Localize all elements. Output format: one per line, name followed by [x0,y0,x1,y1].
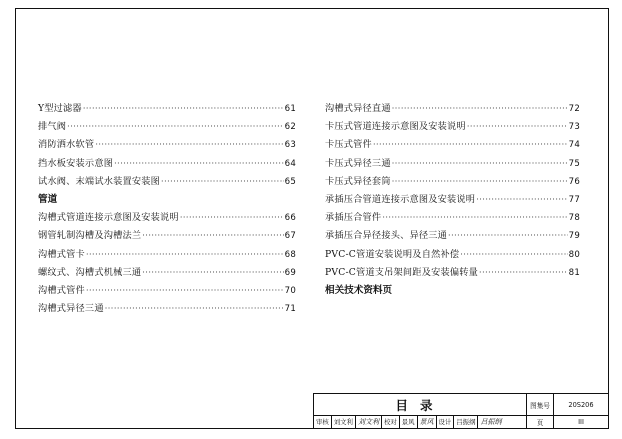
toc-entry[interactable] [38,155,296,173]
dot-leader [382,213,567,222]
dot-leader [105,304,284,313]
toc-entry-page-number: 64 [284,158,296,169]
toc-entry-title: 卡压式异径套筒 [325,175,391,187]
toc-entry[interactable] [38,118,296,136]
toc-entry-title: 沟槽式异径直通 [325,103,391,114]
toc-entry-title: 钢管轧制沟槽及沟槽法兰 [38,230,142,242]
toc-entry-page-number: 61 [284,104,296,114]
dot-leader [180,213,284,222]
toc-entry-page-number: 65 [284,176,296,187]
toc-entry[interactable] [38,100,296,118]
toc-entry[interactable] [325,191,580,209]
toc-entry-page-number: 71 [284,304,296,315]
toc-entry[interactable] [325,173,580,191]
dot-leader [86,250,284,259]
page-label: 页 [527,416,554,429]
dot-leader [67,122,283,131]
toc-entry[interactable] [325,209,580,227]
dot-leader [476,195,567,204]
toc-entry-title: 消防洒水软管 [38,139,95,151]
dot-leader [460,250,567,259]
dot-leader [479,268,568,277]
toc-entry[interactable] [38,264,296,282]
atlas-number-label: 图集号 [527,394,554,416]
toc-entry-title: 承插压合管道连接示意图及安装说明 [325,193,476,205]
toc-entry-page-number: 66 [284,213,296,224]
design-signature: 吕振纲 [480,418,502,426]
dot-leader [142,268,283,277]
toc-entry-title: 承插压合管件 [325,212,382,224]
dot-leader [95,140,283,149]
toc-entry-page-number: 62 [284,122,296,133]
toc-entry-page-number: 78 [568,213,580,224]
toc-entry-title: 沟槽式管道连接示意图及安装说明 [38,212,179,224]
toc-entry-title: 试水阀、末端试水装置安装图 [38,175,161,187]
toc-entry-page-number: 77 [568,194,580,205]
toc-entry-title: 卡压式管道连接示意图及安装说明 [325,121,466,133]
toc-entry[interactable] [38,136,296,154]
toc-entry[interactable] [38,173,296,191]
page-number: III [578,418,584,427]
toc-entry-page-number: 81 [568,267,580,278]
toc-entry-title: 沟槽式异径三通 [38,303,104,315]
design-name: 吕振纲 [454,416,478,429]
toc-right-column [325,100,580,300]
review-signature: 刘文利 [356,416,382,429]
review-name: 刘文利 [332,416,356,429]
toc-entry[interactable] [325,118,580,136]
dot-leader [86,286,284,295]
toc-entry-title: 承插压合异径接头、异径三通 [325,230,448,242]
review-label: 审核 [314,416,332,429]
dot-leader [161,177,284,186]
toc-entry-title: Y型过滤器 [38,103,82,114]
toc-entry-page-number: 67 [284,231,296,242]
toc-entry[interactable] [325,246,580,264]
check-name: 景风 [400,416,418,429]
toc-entry-page-number: 68 [284,249,296,260]
check-label: 校对 [382,416,400,429]
toc-entry[interactable] [38,282,296,300]
title-block [313,393,609,429]
toc-entry-page-number: 70 [284,285,296,296]
toc-entry-title: 排气阀 [38,121,67,133]
toc-entry-page-number: 80 [568,249,580,260]
toc-entry[interactable] [325,136,580,154]
toc-entry-title: 挡水板安装示意图 [38,157,114,169]
toc-entry-page-number: 76 [568,176,580,187]
atlas-number: 20S206 [554,394,608,416]
toc-entry[interactable] [38,246,296,264]
dot-leader [448,231,568,240]
check-signature: 景风 [418,416,437,429]
section-heading: 相关技术资料页 [325,284,393,296]
dot-leader [467,122,568,131]
toc-entry-page-number: 73 [568,122,580,133]
dot-leader [373,140,568,149]
toc-entry-title: 螺纹式、沟槽式机械三通 [38,266,142,278]
dot-leader [392,177,568,186]
toc-entry-title: 卡压式管件 [325,139,372,151]
dot-leader [142,231,283,240]
dot-leader [114,159,284,168]
design-label: 设计 [437,416,455,429]
toc-entry-title: 沟槽式管卡 [38,248,85,260]
toc-entry[interactable] [325,227,580,245]
toc-entry[interactable] [38,300,296,318]
toc-entry-page-number: 72 [568,104,580,114]
toc-entry-page-number: 74 [568,140,580,151]
dot-leader [392,104,568,113]
dot-leader [392,159,568,168]
section-heading: 管道 [38,193,58,205]
drawing-title: 目录 [314,394,527,416]
dot-leader [83,104,284,113]
toc-entry-page-number: 79 [568,231,580,242]
toc-entry-title: 沟槽式管件 [38,284,85,296]
toc-left-column [38,100,296,318]
toc-entry-title: 卡压式异径三通 [325,157,391,169]
toc-entry[interactable] [38,227,296,245]
toc-entry[interactable] [38,209,296,227]
toc-entry-page-number: 69 [284,267,296,278]
toc-entry-page-number: 63 [284,140,296,151]
signature-row [314,416,527,429]
toc-entry-title: PVC-C管道安装说明及自然补偿 [325,248,460,260]
toc-entry[interactable] [325,155,580,173]
toc-entry-title: PVC-C管道支吊架间距及安装偏转量 [325,266,479,278]
toc-entry[interactable] [325,264,580,282]
toc-entry-page-number: 75 [568,158,580,169]
toc-entry[interactable] [325,100,580,118]
